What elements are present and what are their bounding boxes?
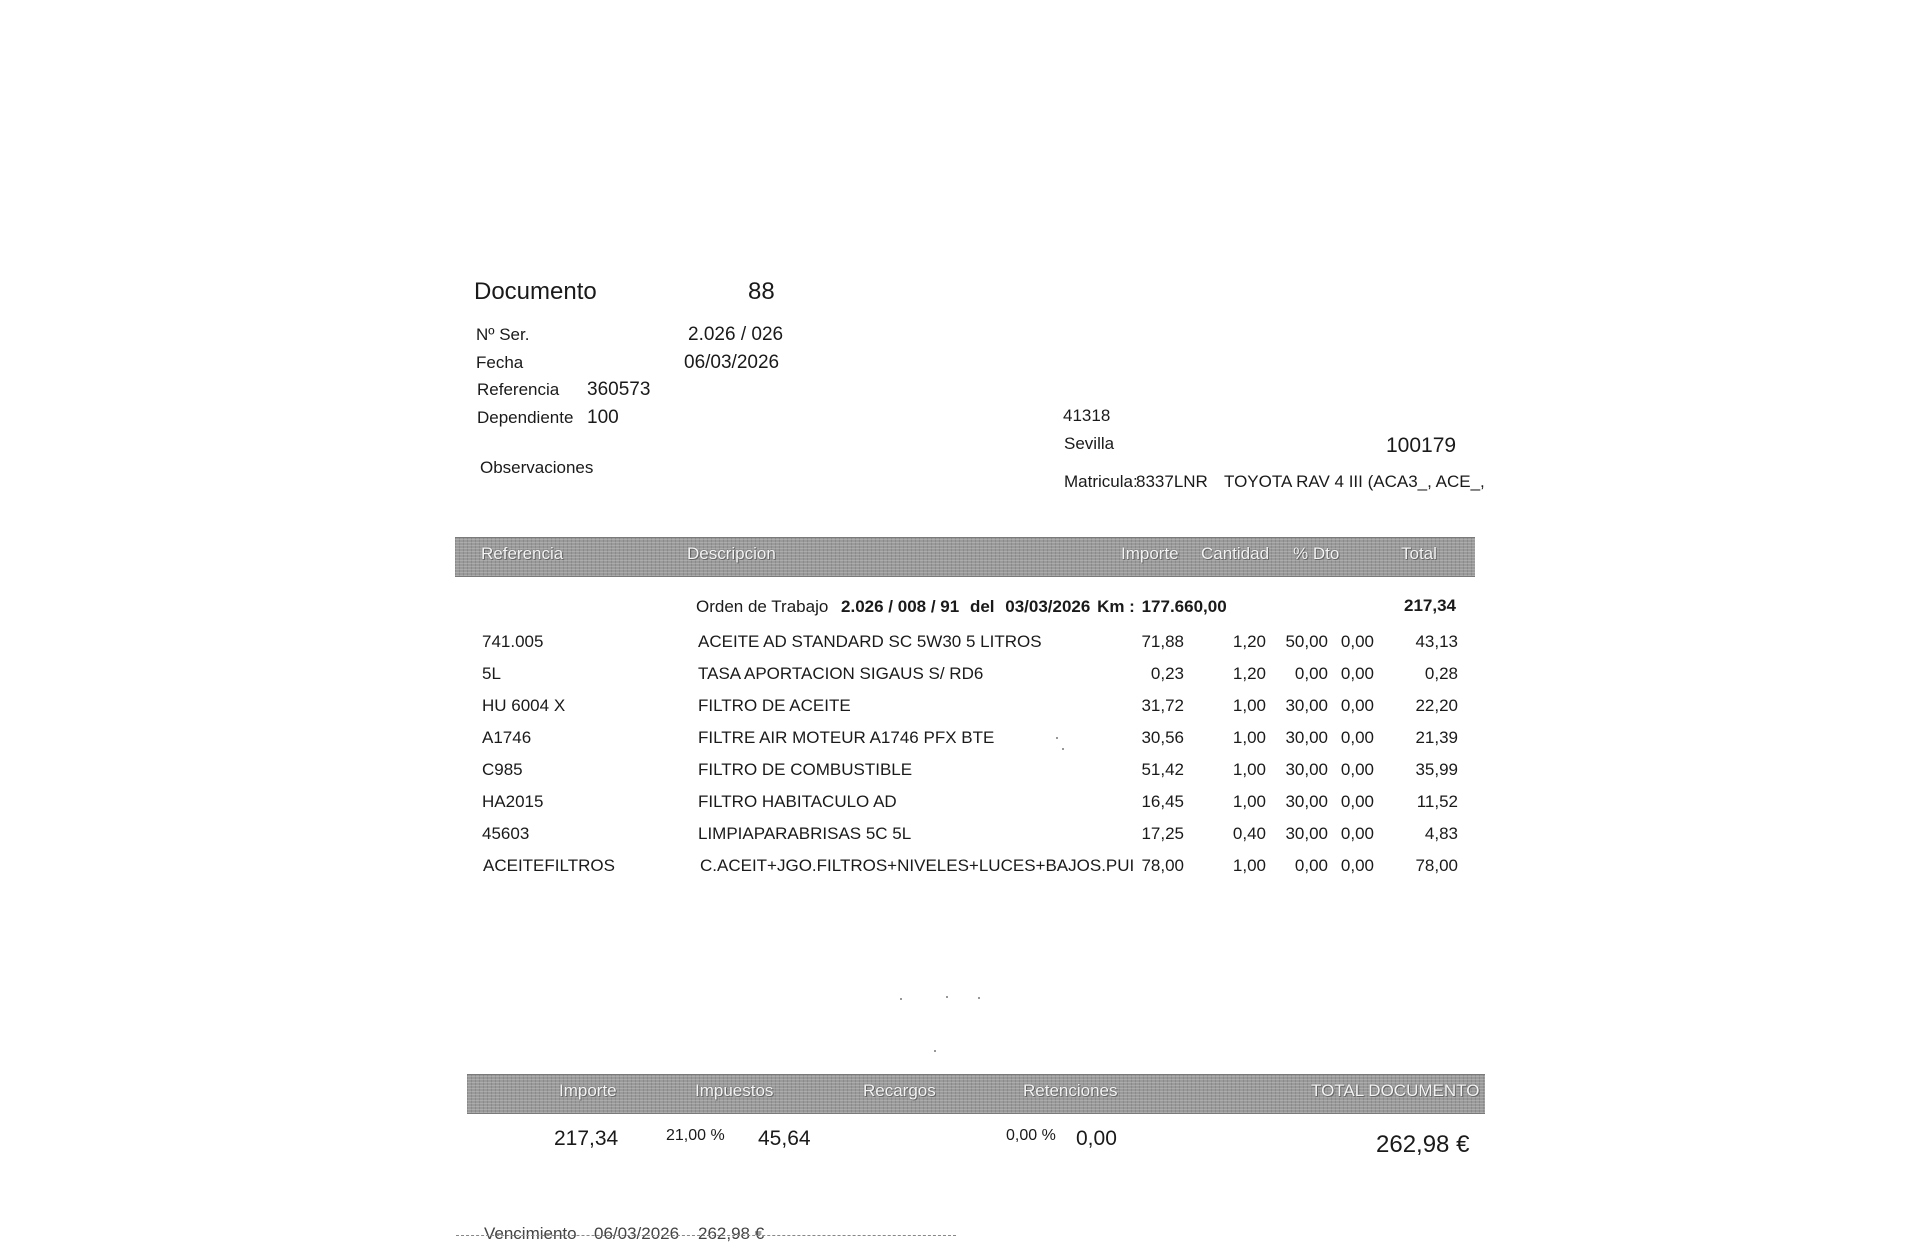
- row-importe: 30,56: [1141, 728, 1184, 747]
- row-cantidad: 1,20: [1232, 632, 1266, 651]
- row-dto: 30,00: [1285, 760, 1328, 779]
- row-total: 0,28: [1424, 664, 1458, 683]
- col-header-total: Total: [1401, 544, 1437, 563]
- row-dto: 0,00: [1294, 664, 1328, 683]
- totals-tax-rate: 21,00 %: [666, 1127, 725, 1144]
- client-code: 100179: [1386, 434, 1457, 457]
- totals-retention-amount: 0,00: [1076, 1127, 1117, 1150]
- footer-rule: [456, 1235, 956, 1237]
- document-title: Documento: [474, 278, 597, 305]
- work-order-km-label: Km :: [1097, 597, 1135, 616]
- scan-speck: [1056, 737, 1058, 739]
- work-order-km: 177.660,00: [1141, 597, 1227, 616]
- row-cantidad: 1,00: [1232, 856, 1266, 875]
- row-importe: 16,45: [1141, 792, 1184, 811]
- work-order-line: [696, 597, 1227, 617]
- reference-value: 360573: [587, 379, 651, 400]
- row-extra: 0,00: [1340, 792, 1374, 811]
- work-order-date: 03/03/2026: [1005, 597, 1091, 616]
- scan-speck: [1062, 748, 1064, 750]
- scan-speck: [946, 996, 948, 998]
- row-total: 35,99: [1415, 760, 1458, 779]
- observations-label: Observaciones: [480, 458, 594, 477]
- row-importe: 71,88: [1141, 632, 1184, 651]
- row-description: C.ACEIT+JGO.FILTROS+NIVELES+LUCES+BAJOS.PUI: [700, 856, 1135, 875]
- col-header-dto: % Dto: [1293, 544, 1340, 563]
- row-dto: 0,00: [1294, 856, 1328, 875]
- row-dto: 50,00: [1285, 632, 1328, 651]
- scan-speck: [934, 1050, 936, 1052]
- totals-header-total-documento: TOTAL DOCUMENTO: [1311, 1081, 1480, 1100]
- due-label: Vencimiento: [484, 1224, 577, 1243]
- totals-header-bar: [467, 1074, 1485, 1114]
- col-header-cantidad: Cantidad: [1201, 544, 1270, 563]
- row-total: 4,83: [1424, 824, 1458, 843]
- row-importe: 78,00: [1141, 856, 1184, 875]
- totals-retention-rate: 0,00 %: [1006, 1127, 1056, 1144]
- row-description: TASA APORTACION SIGAUS S/ RD6: [698, 664, 984, 683]
- row-total: 22,20: [1415, 696, 1458, 715]
- row-cantidad: 0,40: [1232, 824, 1266, 843]
- row-importe: 51,42: [1141, 760, 1184, 779]
- plate-value: 8337LNR: [1136, 472, 1208, 491]
- document-number: 88: [748, 278, 775, 305]
- dependiente-label: Dependiente: [477, 408, 574, 427]
- row-description: LIMPIAPARABRISAS 5C 5L: [698, 824, 912, 843]
- date-value: 06/03/2026: [684, 352, 780, 373]
- row-description: FILTRO DE ACEITE: [698, 696, 851, 715]
- row-reference: HU 6004 X: [482, 696, 566, 715]
- row-cantidad: 1,00: [1232, 728, 1266, 747]
- totals-header-retenciones: Retenciones: [1023, 1081, 1118, 1100]
- row-reference: C985: [482, 760, 523, 779]
- row-reference: 741.005: [482, 632, 544, 651]
- reference-label: Referencia: [477, 380, 560, 399]
- row-importe: 31,72: [1141, 696, 1184, 715]
- row-extra: 0,00: [1340, 728, 1374, 747]
- row-description: FILTRO DE COMBUSTIBLE: [698, 760, 913, 779]
- plate-label: Matricula:: [1064, 472, 1138, 491]
- row-reference: HA2015: [482, 792, 544, 811]
- totals-header-recargos: Recargos: [863, 1081, 936, 1100]
- row-description: FILTRE AIR MOTEUR A1746 PFX BTE: [698, 728, 995, 747]
- row-extra: 0,00: [1340, 632, 1374, 651]
- row-extra: 0,00: [1340, 696, 1374, 715]
- totals-importe: 217,34: [554, 1127, 619, 1150]
- series-value: 2.026 / 026: [688, 324, 784, 345]
- postal-code: 41318: [1063, 406, 1111, 425]
- scan-speck: [900, 998, 902, 1000]
- work-order-number: 2.026 / 008 / 91: [841, 597, 960, 616]
- row-extra: 0,00: [1340, 856, 1374, 875]
- work-order-total: 217,34: [1404, 596, 1456, 615]
- row-total: 78,00: [1415, 856, 1458, 875]
- row-reference: 45603: [482, 824, 530, 843]
- col-header-referencia: Referencia: [481, 544, 564, 563]
- row-cantidad: 1,00: [1232, 760, 1266, 779]
- work-order-date-prefix: del: [969, 597, 995, 616]
- due-amount: 262,98 €: [698, 1224, 765, 1243]
- document-total: 262,98 €: [1376, 1131, 1470, 1158]
- row-description: ACEITE AD STANDARD SC 5W30 5 LITROS: [698, 632, 1042, 651]
- scan-speck: [978, 997, 980, 999]
- work-order-prefix: Orden de Trabajo: [696, 597, 829, 616]
- row-dto: 30,00: [1285, 696, 1328, 715]
- series-label: Nº Ser.: [476, 325, 530, 344]
- row-extra: 0,00: [1340, 824, 1374, 843]
- row-importe: 0,23: [1150, 664, 1184, 683]
- date-label: Fecha: [476, 353, 524, 372]
- city: Sevilla: [1064, 434, 1115, 453]
- dependiente-value: 100: [587, 407, 619, 428]
- row-extra: 0,00: [1340, 760, 1374, 779]
- vehicle-model: TOYOTA RAV 4 III (ACA3_, ACE_,: [1224, 472, 1485, 491]
- row-total: 21,39: [1415, 728, 1458, 747]
- row-cantidad: 1,00: [1232, 792, 1266, 811]
- row-dto: 30,00: [1285, 792, 1328, 811]
- row-reference: ACEITEFILTROS: [483, 856, 615, 875]
- row-total: 11,52: [1416, 792, 1458, 811]
- row-dto: 30,00: [1285, 824, 1328, 843]
- row-reference: 5L: [482, 664, 501, 683]
- col-header-importe: Importe: [1121, 544, 1179, 563]
- totals-header-impuestos: Impuestos: [695, 1081, 774, 1100]
- row-description: FILTRO HABITACULO AD: [698, 792, 897, 811]
- totals-header-importe: Importe: [559, 1081, 617, 1100]
- row-importe: 17,25: [1141, 824, 1184, 843]
- row-cantidad: 1,20: [1232, 664, 1266, 683]
- table-header-bar: [455, 537, 1475, 577]
- row-dto: 30,00: [1285, 728, 1328, 747]
- row-total: 43,13: [1415, 632, 1458, 651]
- row-cantidad: 1,00: [1232, 696, 1266, 715]
- row-extra: 0,00: [1340, 664, 1374, 683]
- due-date: 06/03/2026: [594, 1224, 680, 1243]
- row-reference: A1746: [482, 728, 532, 747]
- totals-tax-amount: 45,64: [758, 1127, 811, 1150]
- col-header-descripcion: Descripcion: [687, 544, 776, 563]
